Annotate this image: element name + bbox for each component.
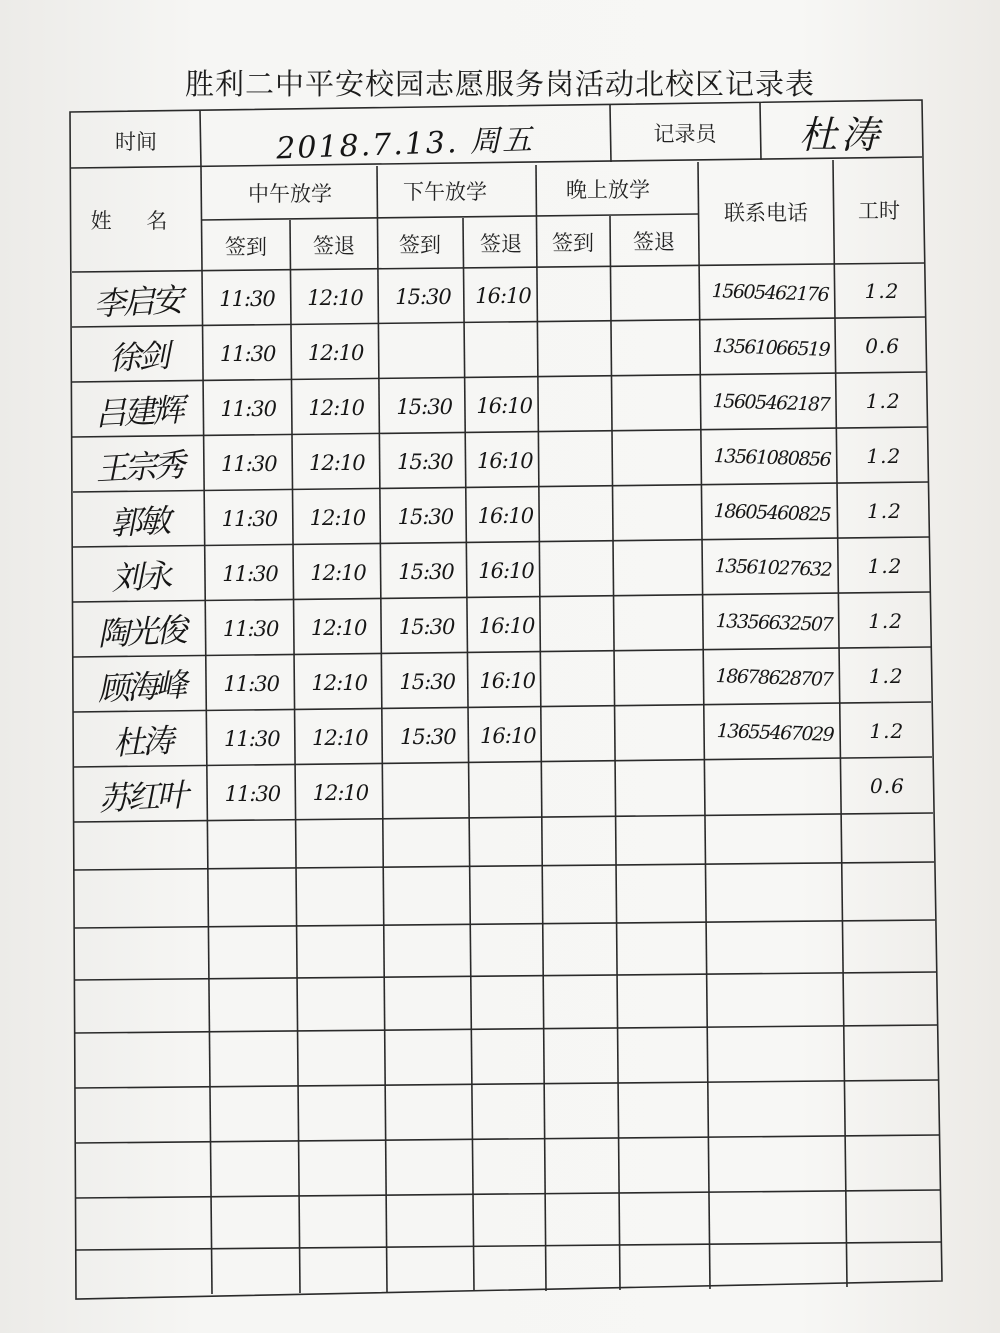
afternoon-sign-out-cell: [474, 1030, 548, 1083]
evening-sign-out-cell: [619, 762, 707, 815]
afternoon-sign-in-cell: [381, 325, 467, 378]
name-cell: [82, 1086, 211, 1146]
evening-sign-in-cell: [548, 1029, 622, 1082]
name-cell: [83, 1196, 211, 1253]
noon-sign-in-cell: [213, 1088, 299, 1141]
evening-sign-in-cell: [545, 708, 619, 761]
noon-sign-out-cell: [299, 927, 385, 977]
name-cell: [81, 978, 209, 1036]
noon-sign-out-cell: [298, 821, 384, 867]
evening-sign-out-cell: [618, 652, 706, 705]
name-cell: 杜涛: [111, 721, 172, 762]
afternoon-sign-out-cell: 16:10: [477, 503, 534, 528]
evening-sign-out-cell: [622, 1028, 710, 1081]
name-cell: 郭敏: [109, 501, 170, 542]
evening-sign-out-cell: [621, 923, 709, 973]
phone-cell: [708, 862, 846, 923]
noon-sign-in-cell: 11:30: [223, 671, 279, 696]
evening-sign-out-cell: [617, 542, 705, 595]
afternoon-sign-out-cell: 16:10: [479, 668, 535, 693]
name-cell: 吕建辉: [93, 390, 183, 433]
hours-cell: [847, 862, 931, 918]
evening-sign-in-cell: [540, 268, 614, 321]
hours-cell: 1.2: [867, 553, 903, 578]
hours-cell: 1.2: [868, 608, 903, 633]
phone-cell: 13655467029: [716, 719, 834, 746]
phone-cell: 15605462176: [711, 279, 829, 306]
afternoon-sign-in-header: 签到: [399, 233, 441, 257]
phone-cell: [710, 1080, 848, 1138]
noon-sign-out-cell: 12:10: [312, 725, 368, 750]
noon-sign-in-cell: 11:30: [224, 726, 280, 751]
phone-cell: [709, 972, 847, 1028]
afternoon-sign-in-cell: [387, 868, 473, 924]
afternoon-sign-in-cell: 15:30: [395, 284, 451, 309]
noon-sign-in-cell: [211, 870, 297, 926]
evening-sign-out-cell: [618, 597, 706, 650]
evening-sign-out-cell: [616, 487, 704, 540]
recorder-value: 杜涛: [798, 112, 883, 157]
evening-sign-out-cell: [623, 1083, 711, 1136]
column-header-hours: 工时: [858, 199, 900, 223]
afternoon-sign-out-cell: 16:10: [478, 613, 535, 638]
noon-sign-out-cell: 12:10: [308, 395, 364, 420]
noon-sign-out-cell: 12:10: [309, 505, 366, 530]
noon-sign-out-cell: 12:10: [310, 560, 366, 585]
afternoon-sign-out-cell: [476, 1140, 550, 1193]
afternoon-sign-out-header: 签退: [480, 232, 522, 256]
name-cell: 刘永: [110, 556, 171, 597]
phone-cell: 13356632507: [714, 609, 833, 636]
noon-sign-out-cell: 12:10: [307, 340, 364, 365]
name-cell: [79, 868, 208, 931]
hours-cell: [849, 1080, 933, 1133]
noon-sign-out-cell: 12:10: [309, 450, 365, 475]
afternoon-sign-in-cell: [389, 1086, 475, 1139]
name-cell: 王宗秀: [94, 445, 184, 488]
name-cell: [82, 1141, 211, 1201]
evening-sign-in-cell: [550, 1194, 624, 1244]
evening-sign-out-header: 签退: [633, 230, 675, 254]
hours-cell: [850, 1190, 934, 1240]
evening-sign-out-cell: [622, 975, 710, 1026]
afternoon-sign-in-cell: 15:30: [398, 614, 455, 639]
time-value: 2018.7.13. 周五: [275, 122, 535, 167]
evening-sign-in-header: 签到: [552, 231, 594, 255]
name-cell: [81, 1031, 210, 1091]
hours-cell: [850, 1135, 934, 1188]
evening-sign-in-cell: [546, 818, 620, 864]
evening-sign-in-cell: [550, 1139, 624, 1192]
phone-cell: [707, 814, 845, 865]
column-header-evening: 晚上放学: [566, 178, 650, 202]
noon-sign-out-cell: [302, 1197, 388, 1247]
name-cell: [79, 820, 207, 873]
evening-sign-in-cell: [547, 866, 621, 922]
hours-cell: [848, 1025, 932, 1078]
phone-cell: [710, 1025, 848, 1083]
phone-cell: 15605462187: [712, 389, 830, 416]
afternoon-sign-out-cell: 16:10: [480, 723, 536, 748]
column-header-noon: 中午放学: [248, 182, 332, 206]
afternoon-sign-out-cell: [473, 925, 547, 975]
evening-sign-out-cell: [614, 267, 702, 320]
hours-cell: 1.2: [869, 718, 905, 743]
hours-cell: 1.2: [866, 443, 902, 468]
phone-cell: 18678628707: [715, 664, 833, 691]
recorder-label: 记录员: [653, 122, 717, 146]
afternoon-sign-out-cell: [471, 764, 545, 817]
afternoon-sign-in-cell: [388, 1031, 474, 1084]
afternoon-sign-in-cell: [385, 765, 471, 818]
noon-sign-out-cell: 12:10: [312, 780, 369, 805]
name-cell: [80, 926, 208, 983]
evening-sign-out-cell: [615, 322, 703, 375]
evening-sign-out-cell: [624, 1138, 712, 1191]
noon-sign-in-cell: 11:30: [220, 396, 276, 421]
phone-cell: 13561080856: [713, 444, 831, 471]
afternoon-sign-in-cell: [388, 978, 474, 1029]
phone-cell: [711, 1135, 849, 1193]
phone-cell: [707, 759, 845, 817]
phone-cell: 13561066519: [711, 334, 830, 361]
evening-sign-in-cell: [548, 976, 622, 1027]
hours-cell: 1.2: [868, 663, 904, 688]
name-cell: 李启安: [92, 280, 182, 323]
phone-cell: [708, 920, 846, 975]
noon-sign-out-cell: [299, 869, 385, 925]
afternoon-sign-out-cell: 16:10: [477, 448, 533, 473]
afternoon-sign-out-cell: 16:10: [476, 393, 532, 418]
hours-cell: 1.2: [864, 278, 900, 303]
noon-sign-in-cell: 11:30: [221, 506, 278, 531]
noon-sign-out-cell: 12:10: [310, 615, 367, 640]
noon-sign-in-cell: [212, 1033, 298, 1086]
evening-sign-in-cell: [541, 323, 615, 376]
afternoon-sign-out-cell: [467, 324, 541, 377]
noon-sign-in-cell: 11:30: [219, 341, 276, 366]
evening-sign-in-cell: [542, 488, 616, 541]
evening-sign-in-cell: [547, 924, 621, 974]
evening-sign-in-cell: [549, 1084, 623, 1137]
hours-cell: 0.6: [865, 333, 900, 358]
afternoon-sign-in-cell: 15:30: [398, 559, 454, 584]
phone-cell: 13561027632: [714, 554, 832, 581]
noon-sign-out-cell: [301, 1087, 387, 1140]
afternoon-sign-in-cell: [390, 1196, 476, 1246]
hours-cell: 0.6: [869, 773, 905, 798]
afternoon-sign-in-cell: 15:30: [399, 669, 455, 694]
evening-sign-in-cell: [542, 433, 616, 486]
noon-sign-out-cell: [300, 979, 386, 1030]
noon-sign-in-cell: 11:30: [219, 286, 275, 311]
afternoon-sign-out-cell: 16:10: [478, 558, 534, 583]
column-header-phone: 联系电话: [724, 201, 808, 225]
afternoon-sign-in-cell: 15:30: [400, 724, 456, 749]
noon-sign-in-cell: [212, 980, 298, 1031]
evening-sign-out-cell: [621, 865, 709, 921]
column-header-afternoon: 下午放学: [403, 180, 487, 204]
noon-sign-in-cell: [214, 1143, 300, 1196]
noon-sign-in-cell: 11:30: [222, 561, 278, 586]
evening-sign-in-cell: [541, 378, 615, 431]
phone-cell: 18605460825: [713, 499, 831, 526]
afternoon-sign-out-cell: [475, 1085, 549, 1138]
noon-sign-in-cell: 11:30: [222, 616, 279, 641]
afternoon-sign-out-cell: [472, 819, 546, 865]
hours-cell: 1.2: [865, 388, 901, 413]
evening-sign-in-cell: [544, 653, 618, 706]
noon-sign-out-header: 签退: [313, 234, 355, 258]
noon-sign-in-cell: 11:30: [224, 781, 281, 806]
name-cell: 徐剑: [107, 336, 168, 377]
form-title: 胜利二中平安校园志愿服务岗活动北校区记录表: [184, 67, 815, 101]
afternoon-sign-in-cell: 15:30: [396, 394, 452, 419]
afternoon-sign-out-cell: [474, 977, 548, 1028]
hours-cell: [847, 920, 931, 970]
evening-sign-out-cell: [624, 1193, 712, 1243]
evening-sign-in-cell: [545, 763, 619, 816]
hours-cell: [846, 814, 930, 860]
noon-sign-in-cell: 11:30: [221, 451, 277, 476]
phone-cell: [711, 1190, 849, 1245]
evening-sign-out-cell: [615, 377, 703, 430]
afternoon-sign-in-cell: [390, 1141, 476, 1194]
noon-sign-in-header: 签到: [225, 235, 267, 259]
noon-sign-in-cell: [211, 928, 297, 978]
noon-sign-out-cell: [302, 1142, 388, 1195]
afternoon-sign-in-cell: [387, 926, 473, 976]
evening-sign-out-cell: [619, 707, 707, 760]
name-cell: 陶光俊: [96, 610, 186, 653]
hours-cell: [848, 972, 932, 1023]
column-header-name: 姓 名: [90, 209, 182, 233]
name-cell: 顾海峰: [96, 665, 186, 708]
time-label: 时间: [115, 130, 157, 154]
noon-sign-in-cell: [210, 822, 296, 868]
afternoon-sign-out-cell: 16:10: [475, 283, 531, 308]
afternoon-sign-in-cell: 15:30: [397, 504, 454, 529]
afternoon-sign-in-cell: [386, 820, 472, 866]
evening-sign-in-cell: [544, 598, 618, 651]
noon-sign-out-cell: 12:10: [307, 285, 363, 310]
afternoon-sign-in-cell: 15:30: [397, 449, 453, 474]
noon-sign-out-cell: 12:10: [311, 670, 367, 695]
evening-sign-out-cell: [616, 432, 704, 485]
name-cell: 苏红叶: [98, 775, 187, 818]
evening-sign-in-cell: [543, 543, 617, 596]
noon-sign-in-cell: [214, 1198, 300, 1248]
hours-cell: 1.2: [866, 498, 902, 523]
evening-sign-out-cell: [620, 817, 708, 863]
afternoon-sign-out-cell: [473, 867, 547, 923]
afternoon-sign-out-cell: [476, 1195, 550, 1245]
noon-sign-out-cell: [300, 1032, 386, 1085]
